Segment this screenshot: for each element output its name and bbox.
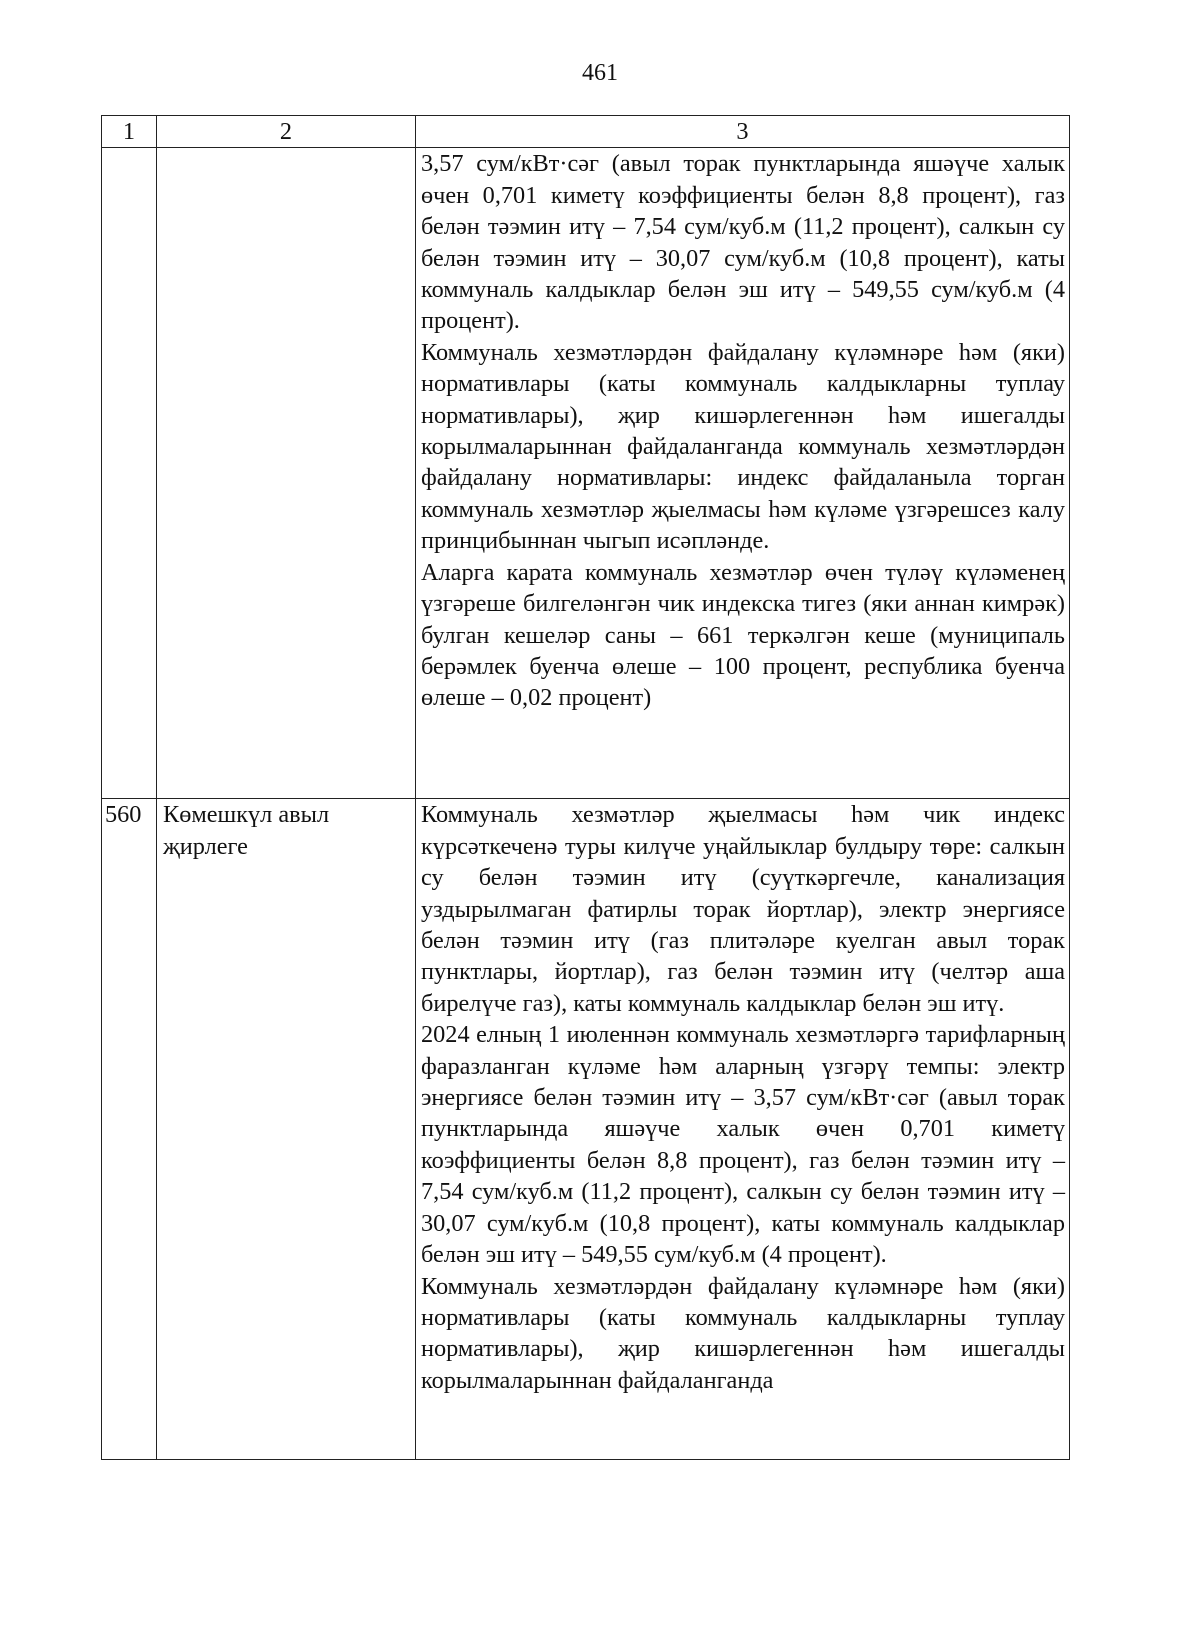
paragraph: 3,57 сум/кВт·сәг (авыл торак пунктларында яшәүче халык өчен 0,701 киметү коэффициенты белән 8,8 процент), газ белән тәэмин итү – 7,54 сум/куб.м (11,2 процент), салкын су белән тәэмин итү – 30,07 сум/куб.м (10,8 процент), каты коммуналь калдыклар белән эш итү – 549,55 сум/куб.м (4 процент). xyxy=(421,150,1065,335)
paragraph: Коммуналь хезмәтләрдән файдалану күләмнәре һәм (яки) нормативлары (каты коммуналь калдыкларны туплау нормативлары), җир кишәрлегеннән һәм ишегалды корылмаларыннан файдаланганда коммуналь хезмәтләрдән файдалану нормативлары: индекс файдаланыла торган коммуналь хезмәтләр җыелмасы һәм күләме үзгәрешсез калу принцибыннан чыгып исәпләнде. xyxy=(421,338,1065,555)
table-row xyxy=(102,799,1070,1460)
row-number xyxy=(102,148,157,799)
row-number: 560 xyxy=(102,799,157,1460)
header-col-1: 1 xyxy=(102,116,157,148)
row-description xyxy=(416,148,1070,799)
header-col-2: 2 xyxy=(157,116,416,148)
paragraph: Коммуналь хезмәтләр җыелмасы һәм чик индекс күрсәткеченә туры килүче уңайлыклар булдыру төре: салкын су белән тәэмин итү (суүткәргечле, канализация уздырылмаган фатирлы торак йортлар), электр энергиясе белән тәэмин итү (газ плитәләре куелган авыл торак пунктлары, йортлар), газ белән тәэмин итү (челтәр аша бирелүче газ), каты коммуналь калдыклар белән эш итү. xyxy=(421,801,1065,1017)
paragraph: Аларга карата коммуналь хезмәтләр өчен түләү күләменең үзгәреше билгеләнгән чик индекска тигез (яки аннан кимрәк) булган кешеләр саны – 661 теркәлгән кеше (муниципаль берәмлек буенча өлеше – 100 процент, республика буенча өлеше – 0,02 процент) xyxy=(421,558,1065,712)
table-row xyxy=(102,148,1070,799)
header-col-3: 3 xyxy=(416,116,1070,148)
row-description xyxy=(416,799,1070,1460)
settlement-name xyxy=(157,148,416,799)
settlement-name: Көмешкүл авыл җирлеге xyxy=(157,799,416,1460)
page-number: 461 xyxy=(582,60,618,86)
table-header-row xyxy=(102,116,1070,148)
document-table xyxy=(101,115,1070,1460)
paragraph: Коммуналь хезмәтләрдән файдалану күләмнәре һәм (яки) нормативлары (каты коммуналь калдыкларны туплау нормативлары), җир кишәрлегеннән һәм ишегалды корылмаларыннан файдаланганда xyxy=(421,1272,1065,1394)
paragraph: 2024 елның 1 июленнән коммуналь хезмәтләргә тарифларның фаразланган күләме һәм аларның үзгәрү темпы: электр энергиясе белән тәэмин итү – 3,57 сум/кВт·сәг (авыл торак пунктларында яшәүче халык өчен 0,701 киметү коэффициенты белән 8,8 процент), газ белән тәэмин итү – 7,54 сум/куб.м (11,2 процент), салкын су белән тәэмин итү – 30,07 сум/куб.м (10,8 процент), каты коммуналь калдыклар белән эш итү – 549,55 сум/куб.м (4 процент). xyxy=(421,1021,1065,1269)
